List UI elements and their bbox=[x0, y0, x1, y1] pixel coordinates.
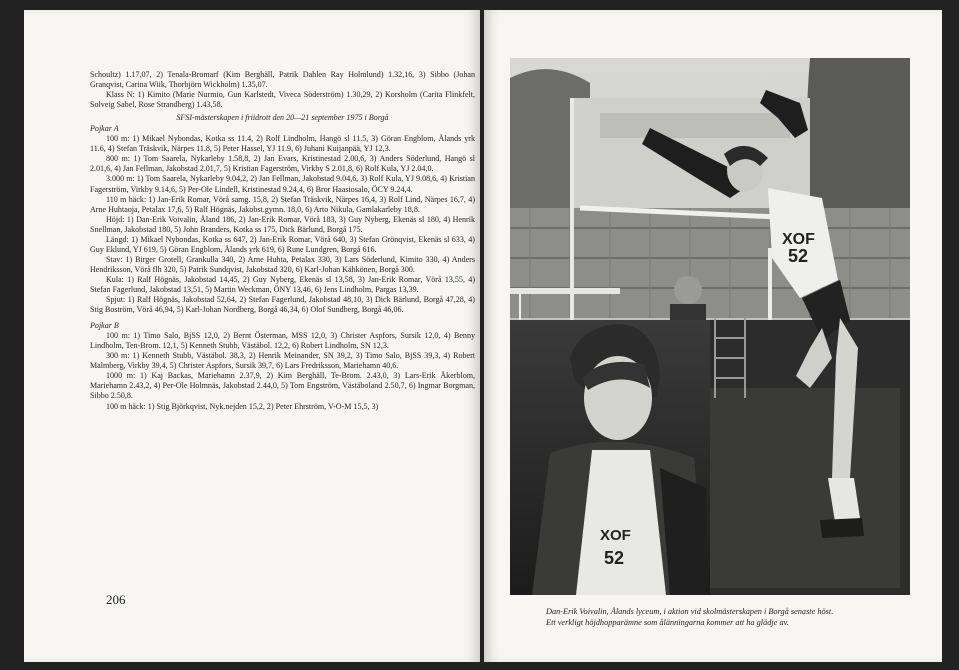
text-paragraph: Kula: 1) Ralf Högnäs, Jakobstad 14,45, 2) Guy Nyberg, Ekenäs sl 13,58, 3) Jan-Erik Romar, Vörå 13,55, 4) Stefan Fagerlund, Jakobstad 13,51, 5) Martin Weckman, ÖNY 13,46, 6) Jens Lindholm, Pargas 13,39. bbox=[90, 274, 475, 294]
page-number: 206 bbox=[106, 592, 126, 607]
text-paragraph: 110 m häck: 1) Jan-Erik Romar, Vörå samg. 15,8, 2) Stefan Träskvik, Närpes 16,4, 3) Rolf Lind, Närpes 16,7, 4) Arne Huhtaoja, Petalax 17,6, 5) Ralf Högnäs, Jakobst.gymn. 18,0, 6) Arto Nikula, Gamlakarleby 18,8. bbox=[90, 194, 475, 214]
text-paragraph: Schoultz) 1.17,07, 2) Tenala-Bromarf (Kim Berghäll, Patrik Dahlen Ray Holmlund) 1.32,16, 3) Sibbo (Johan Granqvist, Carina Wiik, Thorbjörn Wickholm) 1.35,07. bbox=[90, 70, 475, 90]
caption-line: Ett verkligt höjdhopparämne som ålänningarna kommer att ha glädje av. bbox=[546, 617, 789, 627]
high-jump-photo bbox=[510, 58, 910, 595]
text-paragraph: 800 m: 1) Tom Saarela, Nykarleby 1.58,8, 2) Jan Evars, Kristinestad 2.00,6, 3) Anders Söderlund, Hangö sl 2.01,6, 4) Jan Fellman, Jakobstad 2.01,7, 5) Kristian Fagerström, Virkby S 2.01,8, 6) Rolf Kula, YJ 2.04,0. bbox=[90, 154, 475, 174]
text-paragraph: Stav: 1) Birger Grotell, Grankulla 340, 2) Arne Huhta, Petalax 330, 3) Lars Söderlund, Kimito 330, 4) Anders Hendriksson, Vörå flh 320, 5) Patrik Sundqvist, Jakobstad 320, 6) Karl-Johan Kähkönen, Borgå 300. bbox=[90, 254, 475, 274]
svg-text:XOF: XOF bbox=[600, 527, 631, 544]
text-paragraph: 1000 m: 1) Kaj Backas, Mariehamn 2.37,9, 2) Kim Berghäll, Te-Brom. 2.43,0, 3) Lars-Erik Åkerblom, Mariehamn 2.43,2, 4) Per-Ole Holmnäs, Jakobstad 2.44,0, 5) Tom Engström, Västäboland 2.50,7, 6) Ingmar Borgman, Sibbo 2.50,8. bbox=[90, 371, 475, 401]
left-page bbox=[24, 10, 480, 662]
photo-illustration bbox=[510, 58, 910, 595]
results-text bbox=[90, 70, 475, 412]
text-paragraph: 100 m: 1) Timo Salo, BjSS 12,0, 2) Bernt Österman, MSS 12,0, 3) Christer Aspfors, Sursik 12,0, 4) Benny Lindholm, Ten-Brom. 12,1, 5) Kenneth Stubb, Västäbol. 12,2, 6) Robert Lindholm, SN 12,3. bbox=[90, 331, 475, 351]
category-heading: Pojkar B bbox=[90, 321, 119, 331]
svg-text:XOF: XOF bbox=[782, 231, 815, 248]
text-paragraph: Spjut: 1) Ralf Högnäs, Jakobstad 52,64, 2) Stefan Fagerlund, Jakobstad 48,10, 3) Dick Bärlund, Borgå 47,28, 4) Stig Boström, Vörå 46,94, 5) Karl-Johan Nordberg, Borgå 46,34, 6) Olof Sundberg, Borgå 46,06. bbox=[90, 295, 475, 315]
right-page bbox=[484, 10, 942, 662]
text-paragraph: Längd: 1) Mikael Nybondas, Kotka ss 647, 2) Jan-Erik Romar, Vörå 640, 3) Stefan Grönqvist, Ekenäs sl 633, 4) Guy Eklund, YJ 619, 5) Göran Engblom, Ålands yrk 619, 6) Rune Lundgren, Borgå 616. bbox=[90, 234, 475, 254]
text-paragraph: 100 m: 1) Mikael Nybondas, Kotka ss 11.4, 2) Rolf Lindholm, Hangö sl 11.5, 3) Göran Engblom, Ålands yrk 11.6, 4) Stefan Träskvik, Närpes 11.8, 5) Peter Hassel, YJ 11.9, 6) Juhani Kuijanpää, YJ 12,3. bbox=[90, 134, 475, 154]
section-heading: SFSI-mästerskapen i friidrott den 20—21 september 1975 i Borgå bbox=[176, 113, 389, 123]
photo-caption bbox=[546, 607, 916, 628]
text-paragraph: 300 m: 1) Kenneth Stubb, Västäbol. 38,3, 2) Henrik Meinander, SN 39,2, 3) Timo Salo, BjSS 39,3, 4) Robert Malmberg, Virkby 39,4, 5) Christer Aspfors, Sursik 39,7, 6) Lars Fredriksson, Mariehamn 40,6. bbox=[90, 351, 475, 371]
text-paragraph: Höjd: 1) Dan-Erik Voivalin, Åland 186, 2) Jan-Erik Romar, Vörå 183, 3) Guy Nyberg, Ekenäs sl 180, 4) Henrik Snellman, Jakobstad 180, 5) John Branders, Kotka ss 175, Dick Bärlund, Borgå 175. bbox=[90, 214, 475, 234]
text-paragraph: 3.000 m: 1) Tom Saarela, Nykarleby 9.04,2, 2) Jan Fellman, Jakobstad 9.04,6, 3) Rolf Kula, YJ 9.08,6, 4) Kristian Fagerström, Virkby 9.14,6, 5) Per-Ole Lindell, Kristinestad 9.24,4, 6) Bror Haasiosalo, ÖCY 9.24,4. bbox=[90, 174, 475, 194]
svg-text:52: 52 bbox=[788, 246, 809, 266]
text-paragraph: Klass N: 1) Kimito (Marie Nurmio, Gun Karlstedt, Viveca Söderström) 1.30,29, 2) Korsholm (Carita Flinkfelt, Solveig Sabel, Rose Strandberg) 1.43,58. bbox=[90, 90, 475, 110]
caption-line: Dan-Erik Voivalin, Ålands lyceum, i aktion vid skolmästerskapen i Borgå senaste höst. bbox=[546, 607, 834, 616]
category-heading: Pojkar A bbox=[90, 124, 119, 134]
svg-text:52: 52 bbox=[604, 548, 625, 568]
text-paragraph: 100 m häck: 1) Stig Björkqvist, Nyk.nejden 15,2, 2) Peter Ehrström, V-O-M 15,5, 3) bbox=[106, 401, 379, 411]
